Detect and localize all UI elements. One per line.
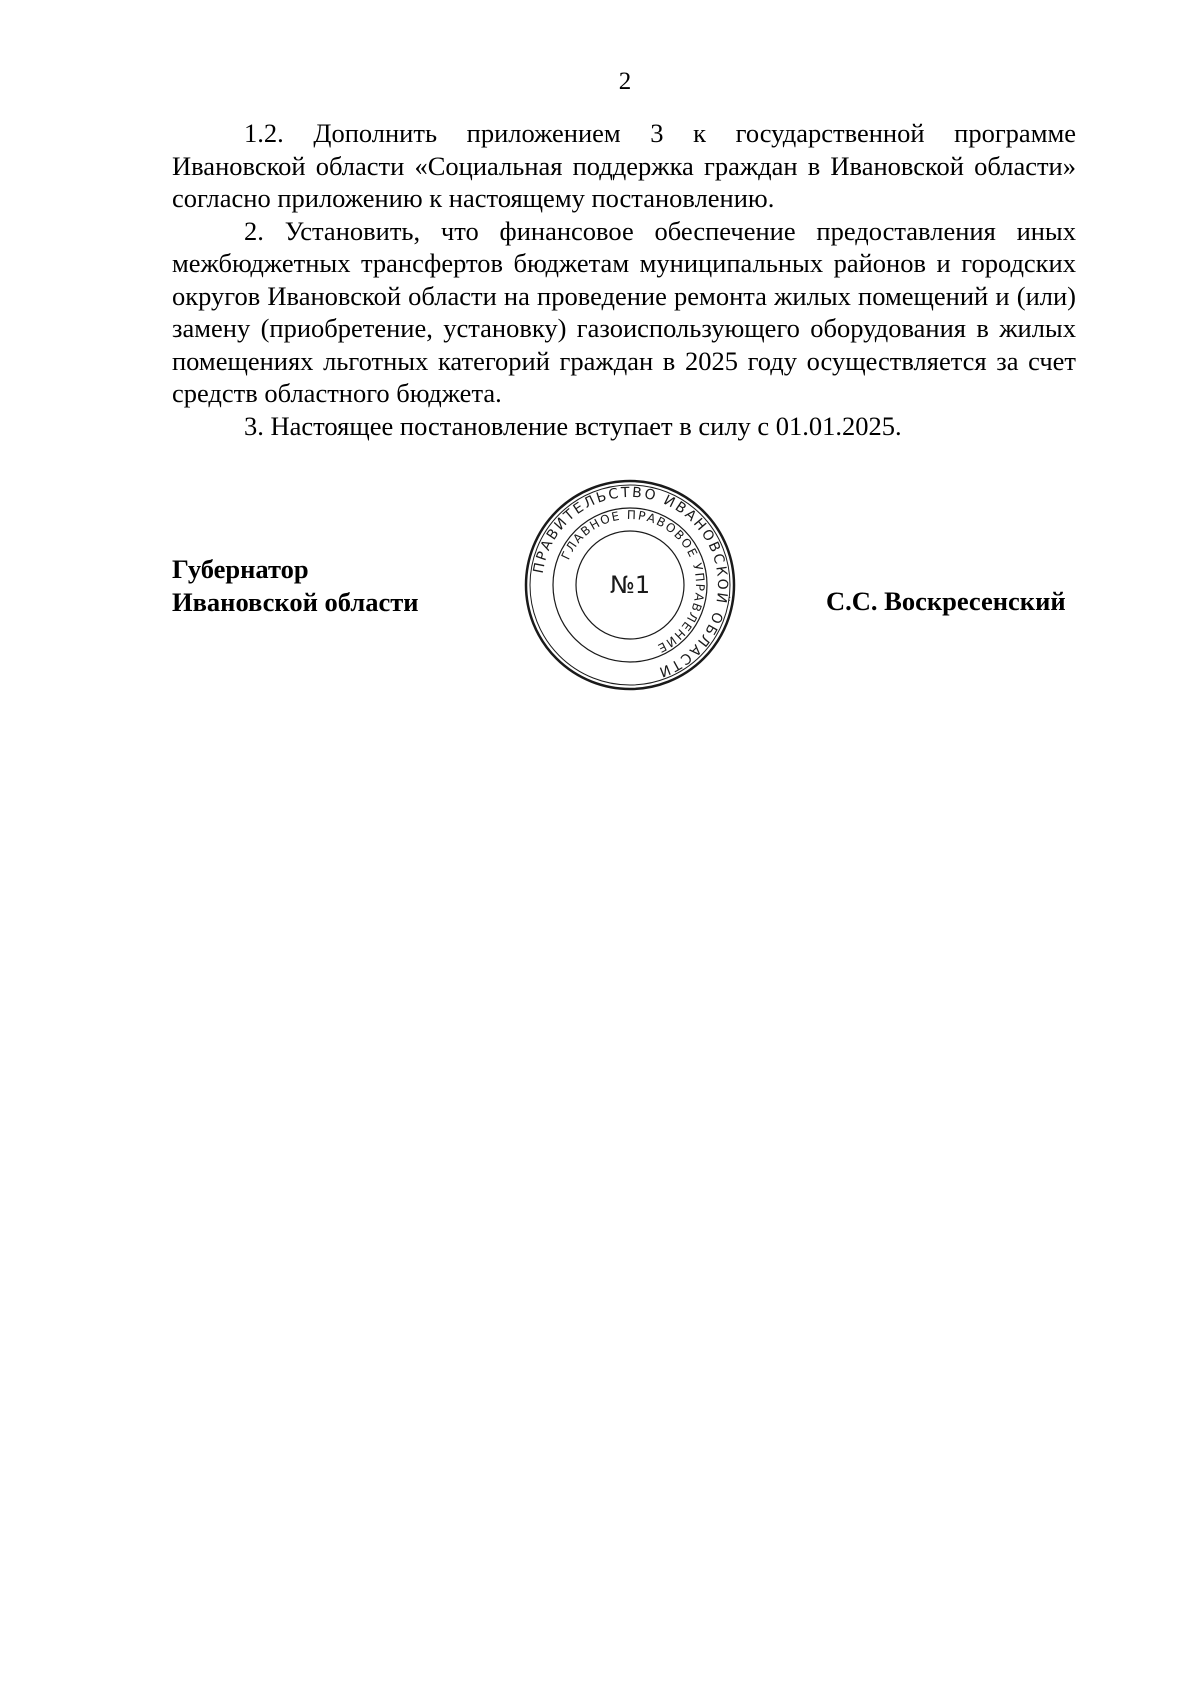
paragraph-3: 3. Настоящее постановление вступает в силу с 01.01.2025.: [244, 410, 902, 441]
stamp-number: №1: [609, 571, 651, 599]
paragraph-1-2: 1.2. Дополнить приложением 3 к государственной программе Ивановской области «Социальная поддержка граждан в Ивановской области» согласно приложению к настоящему постановлению.: [172, 118, 1076, 213]
signatory-name: С.С. Воскресенский: [826, 586, 1066, 616]
signatory-title-line-2: Ивановской области: [172, 586, 419, 617]
official-stamp: [520, 475, 740, 695]
page-number: 2: [618, 68, 632, 95]
document-body: [172, 117, 1076, 442]
signatory-title-line-1: Губернатор: [172, 554, 309, 584]
signatory-title: [172, 553, 419, 618]
stamp-inner-text: ГЛАВНОЕ ПРАВОВОЕ УПРАВЛЕНИЕ: [558, 507, 708, 656]
paragraph-2: 2. Установить, что финансовое обеспечение предоставления иных межбюджетных трансфертов бюджетам муниципальных районов и городских округов Ивановской области на проведение ремонта жилых помещений и (или) замену (приобретение, установку) газоиспользующего оборудования в жилых помещениях льготных категорий граждан в 2025 году осуществляется за счет средств областного бюджета.: [172, 215, 1076, 408]
stamp-outer-text: ПРАВИТЕЛЬСТВО ИВАНОВСКОЙ ОБЛАСТИ: [530, 484, 731, 681]
